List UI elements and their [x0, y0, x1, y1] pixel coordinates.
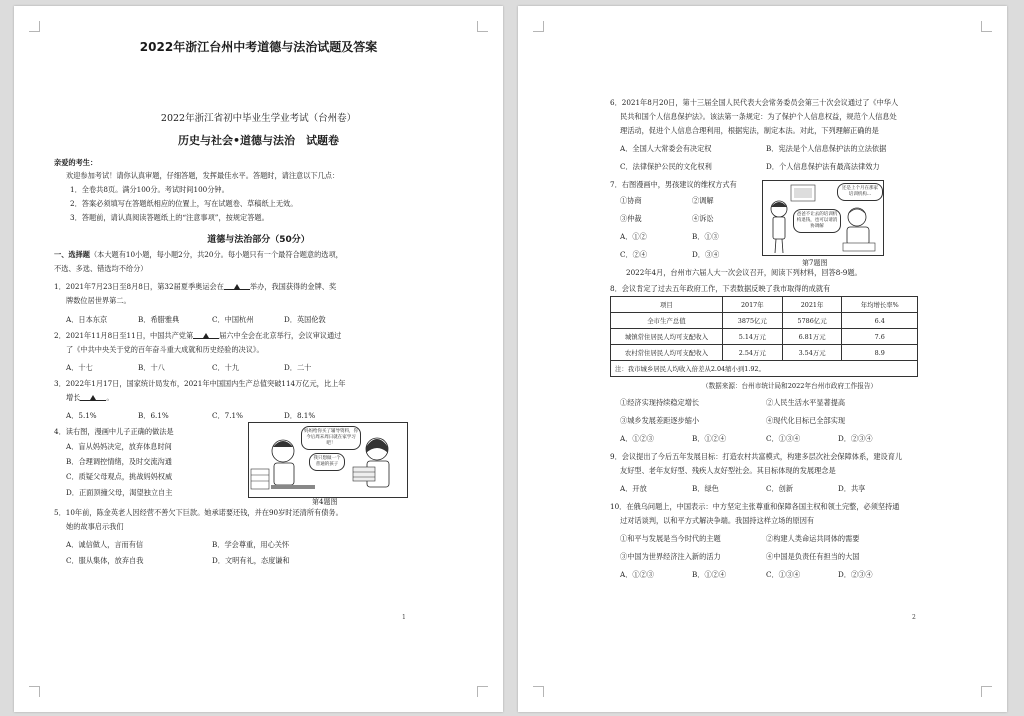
table-note-row: [611, 361, 918, 377]
q1-text-3: 牌数位居世界第二。: [66, 296, 131, 305]
option: ②构建人类命运共同体的需要: [766, 534, 860, 543]
exam-title: 2022年浙江省初中毕业生学业考试（台州卷）: [160, 113, 357, 124]
table-header: 项目: [611, 297, 723, 313]
q2-text: 2．2021年11月8日至11日，中国共产党第: [54, 331, 194, 340]
option: D．8.1%: [284, 411, 316, 420]
table-cell: 3.54万元: [782, 345, 842, 361]
crop-mark: [29, 686, 40, 697]
option: ①经济实现持续稳定增长: [620, 398, 700, 407]
option: C．②④: [620, 250, 648, 259]
option: D．②③④: [838, 434, 873, 443]
table-cell: 全市生产总值: [611, 313, 723, 329]
option: A．①②③: [620, 434, 654, 443]
q2-text-3: 了《中共中央关于党的百年奋斗重大成就和历史经验的决议》。: [66, 345, 264, 354]
part1-heading: [54, 250, 343, 259]
option: C．服从集体，放弃自我: [66, 556, 144, 565]
material-intro: 2022年4月，台州市六届人大一次会议召开，阅读下列材料，回答8-9题。: [626, 268, 862, 277]
option: D．英国伦敦: [284, 315, 326, 324]
speech-bubble: 爸爸不让去的培训机构退钱，也可以请消协调解: [793, 209, 841, 233]
table-header: 年均增长率%: [842, 297, 918, 313]
option: B．合理调控情绪，及时交流沟通: [66, 457, 172, 466]
option: D．二十: [284, 363, 312, 372]
q6-text: 6．2021年8月20日，第十三届全国人民代表大会常务委员会第三十次会议通过了《中华人: [610, 98, 899, 107]
option: A．日本东京: [66, 315, 108, 324]
q1-text: 1．2021年7月23日至8月8日，第32届夏季奥运会在: [54, 282, 224, 291]
crop-mark: [29, 21, 40, 32]
greeting: 亲爱的考生：: [54, 158, 98, 167]
q8-text: 8．会议肯定了过去五年政府工作，下表数据反映了我市取得的成就有: [610, 284, 831, 293]
table-header-row: [611, 297, 918, 313]
q9-text: 9．会议提出了今后五年发展目标：打造农村共富模式，构建多层次社会保障体系，建设育儿: [610, 452, 903, 461]
part1-desc-2: 不选、多选、错选均不给分）: [54, 264, 148, 273]
crop-mark: [477, 21, 488, 32]
option: C．创新: [766, 484, 794, 493]
question-3-line-2: [66, 393, 114, 402]
speech-bubble: 我只想做一个普通的孩子: [309, 453, 345, 471]
option: C．①③④: [766, 434, 801, 443]
q9-text-2: 友好型、老年友好型、残疾人友好型社会。其目标体现的发展理念是: [620, 466, 836, 475]
page-number: 1: [402, 614, 406, 621]
option: D．个人信息保护法有最高法律效力: [766, 162, 880, 171]
table-cell: 农村常住居民人均可支配收入: [611, 345, 723, 361]
figure-caption: 第4题图: [312, 498, 338, 506]
crop-mark: [477, 686, 488, 697]
option: ④诉讼: [692, 214, 714, 223]
option: B．十八: [138, 363, 165, 372]
option: ②调解: [692, 196, 714, 205]
option: C．质疑父母观点，挑战妈妈权威: [66, 472, 173, 481]
option: A．5.1%: [66, 411, 97, 420]
table-cell: 6.4: [842, 313, 918, 329]
table-row: [611, 329, 918, 345]
q5-text: 5．10年前，陈金英老人因经营不善欠下巨款。她承诺要还钱，并在90岁时还清所有债务。: [54, 508, 343, 517]
table-row: [611, 345, 918, 361]
option: D．③④: [692, 250, 720, 259]
table-header: 2021年: [782, 297, 842, 313]
option: D．共享: [838, 484, 866, 493]
figure-caption: 第7题图: [802, 259, 828, 267]
crop-mark: [533, 686, 544, 697]
option: C．法律保护公民的文化权利: [620, 162, 712, 171]
option: ③仲裁: [620, 214, 642, 223]
option: B．①②④: [692, 570, 727, 579]
option: B．宪法是个人信息保护法的立法依据: [766, 144, 887, 153]
section-title: 道德与法治部分（50分）: [207, 235, 310, 245]
option: C．中国杭州: [212, 315, 254, 324]
option: C．7.1%: [212, 411, 243, 420]
crop-mark: [533, 21, 544, 32]
option: B．学会尊重，用心关怀: [212, 540, 290, 549]
option: ③中国为世界经济注入新的活力: [620, 552, 721, 561]
q1-text-2: 举办，我国获得的金牌、奖: [249, 282, 337, 291]
table-note: 注：我市城乡居民人均收入倍差从2.04缩小到1.92。: [611, 361, 918, 377]
q3-text: 3．2022年1月17日，国家统计局发布，2021年中国国内生产总值突破114万亿元，比上年: [54, 379, 346, 388]
table-cell: 城镇常住居民人均可支配收入: [611, 329, 723, 345]
table-cell: 3875亿元: [722, 313, 782, 329]
note-2: 2．答案必须填写在答题纸相应的位置上，写在试题卷、草稿纸上无效。: [70, 199, 298, 208]
option: A．①②③: [620, 570, 654, 579]
document-page-1: [14, 6, 503, 712]
q10-text: 10．在俄乌问题上，中国表示：中方坚定主张尊重和保障各国主权和领土完整，必须坚持通: [610, 502, 900, 511]
table-cell: 5.14万元: [722, 329, 782, 345]
part1-label: 一、选择题: [54, 250, 90, 259]
q3-text-2: 增长: [66, 393, 81, 402]
table-header: 2017年: [722, 297, 782, 313]
table-row: [611, 313, 918, 329]
answer-blank: [224, 282, 250, 290]
note-3: 3．答题前，请认真阅读答题纸上的“注意事项”，按规定答题。: [70, 213, 269, 222]
table-cell: 2.54万元: [722, 345, 782, 361]
q4-cartoon: [248, 422, 408, 498]
option: B．①②④: [692, 434, 727, 443]
speech-bubble: 妈妈给你买了辅导资料，你今后周末周日就在家学习吧！: [301, 426, 361, 450]
intro-text: 欢迎参加考试！请你认真审题，仔细答题，发挥最佳水平。答题时，请注意以下几点：: [66, 171, 340, 180]
page-number: 2: [912, 614, 916, 621]
option: D．②③④: [838, 570, 873, 579]
part1-desc: （本大题有10小题，每小题2分，共20分。每小题只有一个最符合题意的选项，: [89, 250, 343, 259]
option: D．文明有礼，态度谦和: [212, 556, 290, 565]
document-page-2: [518, 6, 1007, 712]
q7-cartoon: [762, 180, 884, 256]
option: A．诚信做人，言而有信: [66, 540, 144, 549]
answer-blank: [80, 393, 106, 401]
answer-blank: [193, 331, 219, 339]
option: A．十七: [66, 363, 93, 372]
paper-title: 历史与社会•道德与法治 试题卷: [177, 134, 340, 147]
question-2: [54, 331, 341, 340]
crop-mark: [981, 686, 992, 697]
q10-text-2: 过对话谈判，以和平方式解决争端。我国持这样立场的原因有: [620, 516, 815, 525]
table-cell: 7.6: [842, 329, 918, 345]
q5-text-2: 她的故事启示我们: [66, 522, 124, 531]
option: B．希腊雅典: [138, 315, 180, 324]
q4-text: 4．读右图，漫画中儿子正确的做法是: [54, 427, 174, 436]
option: C．①③④: [766, 570, 801, 579]
q7-text: 7．右图漫画中，男孩建议的维权方式有: [610, 180, 737, 189]
table-cell: 6.81万元: [782, 329, 842, 345]
option: ④中国是负责任有担当的大国: [766, 552, 860, 561]
option: ④现代化目标已全部实现: [766, 416, 846, 425]
option: B．绿色: [692, 484, 719, 493]
q2-text-2: 届六中全会在北京举行，会议审议通过: [219, 331, 342, 340]
option: ①和平与发展是当今时代的主题: [620, 534, 721, 543]
question-1: [54, 282, 336, 291]
q3-text-3: 。: [106, 393, 114, 402]
option: ②人民生活水平显著提高: [766, 398, 846, 407]
option: ③城乡发展差距逐步缩小: [620, 416, 700, 425]
speech-bubble: 还是上个月在那家培训机构...: [837, 183, 883, 201]
option: B．6.1%: [138, 411, 169, 420]
option: D．正面顶撞父母，渴望独立自主: [66, 488, 173, 497]
table-source: （数据来源：台州市统计局和2022年台州市政府工作报告）: [702, 382, 878, 390]
table-cell: 8.9: [842, 345, 918, 361]
option: B．①③: [692, 232, 719, 241]
table-cell: 5786亿元: [782, 313, 842, 329]
document-title: 2022年浙江台州中考道德与法治试题及答案: [139, 40, 378, 54]
q6-text-3: 理活动，促进个人信息合理利用，根据宪法，制定本法。对此，下列理解正确的是: [620, 126, 879, 135]
stats-table: [610, 296, 918, 377]
crop-mark: [981, 21, 992, 32]
option: A．①②: [620, 232, 647, 241]
option: A．开放: [620, 484, 647, 493]
note-1: 1．全卷共8页。满分100分。考试时间100分钟。: [70, 185, 229, 194]
option: A．盲从妈妈决定，放弃体息时间: [66, 442, 172, 451]
option: A．全国人大常委会有决定权: [620, 144, 712, 153]
q6-text-2: 民共和国个人信息保护法》。该法第一条规定：为了保护个人信息权益，规范个人信息处: [620, 112, 897, 121]
option: C．十九: [212, 363, 240, 372]
option: ①协商: [620, 196, 642, 205]
